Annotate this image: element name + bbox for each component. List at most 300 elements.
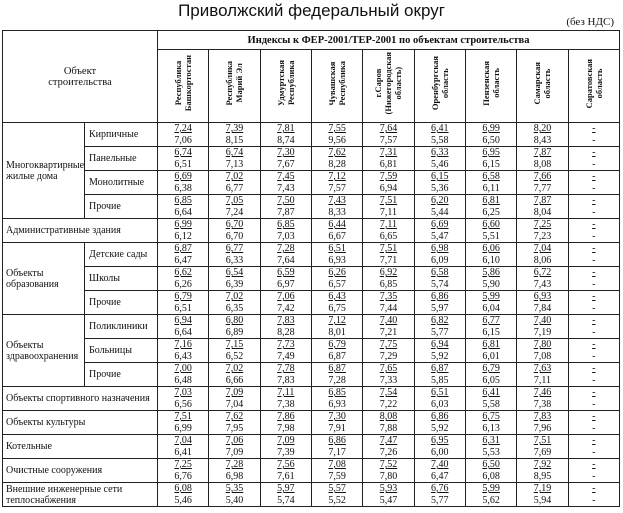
index-value-top: 7,06 <box>277 291 295 302</box>
index-value-bottom: 5,97 <box>431 302 449 314</box>
index-cell <box>311 459 362 483</box>
index-value-bottom: 7,08 <box>533 350 552 362</box>
index-value-bottom: 8,43 <box>533 134 552 146</box>
index-value-top: - <box>592 411 596 422</box>
index-value-bottom: 5,62 <box>482 494 500 506</box>
index-value-top: 7,50 <box>277 195 295 206</box>
index-value-bottom: 5,74 <box>431 278 449 290</box>
index-value-bottom: 7,95 <box>225 422 244 434</box>
index-value-top: 6,41 <box>482 387 500 398</box>
index-value-bottom: 5,53 <box>482 446 500 458</box>
index-value-bottom: 6,43 <box>174 350 192 362</box>
index-value-bottom: 6,39 <box>225 278 244 290</box>
index-value-top: 7,24 <box>174 123 192 134</box>
index-value-bottom: 6,11 <box>482 182 500 194</box>
region-label: Чувашская Республика <box>327 61 348 106</box>
index-value-bottom: 6,35 <box>225 302 244 314</box>
index-cell <box>465 171 516 195</box>
index-value-bottom: 7,67 <box>277 158 295 170</box>
table-row <box>3 315 620 339</box>
index-value-bottom: 6,47 <box>174 254 192 266</box>
index-cell <box>158 267 209 291</box>
index-cell <box>260 387 311 411</box>
index-header: Индексы к ФЕР-2001/ТЕР-2001 по объектам строительства <box>158 31 620 50</box>
index-value-top: 6,80 <box>225 315 244 326</box>
index-cell <box>414 483 465 507</box>
region-header <box>260 50 311 123</box>
index-value-bottom: 7,49 <box>277 350 295 362</box>
index-cell <box>517 435 568 459</box>
index-cell <box>260 123 311 147</box>
page-title: Приволжский федеральный округ <box>178 1 445 20</box>
index-value-top: 6,94 <box>431 339 449 350</box>
index-value-top: 6,58 <box>431 267 449 278</box>
object-category: Очистные сооружения <box>3 459 158 483</box>
index-value-bottom: 7,28 <box>328 374 346 386</box>
index-cell <box>311 243 362 267</box>
index-value-bottom: - <box>592 350 596 362</box>
index-cell <box>465 219 516 243</box>
index-cell <box>465 291 516 315</box>
index-value-bottom: 6,08 <box>482 470 500 482</box>
index-cell <box>568 123 619 147</box>
index-cell <box>414 243 465 267</box>
index-value-bottom: 6,81 <box>379 158 398 170</box>
index-value-bottom: 6,85 <box>379 278 398 290</box>
index-value-bottom: 6,89 <box>225 326 244 338</box>
index-value-bottom: 7,88 <box>379 422 398 434</box>
index-cell <box>260 195 311 219</box>
index-cell <box>260 363 311 387</box>
index-value-bottom: 8,33 <box>328 206 346 218</box>
index-value-bottom: 6,03 <box>431 398 449 410</box>
region-header <box>311 50 362 123</box>
region-label: Республика Башкортостан <box>173 55 194 112</box>
index-cell <box>414 459 465 483</box>
index-value-bottom: 5,46 <box>431 158 449 170</box>
index-cell <box>465 267 516 291</box>
index-cell <box>517 459 568 483</box>
index-value-bottom: 7,59 <box>328 470 346 482</box>
index-value-top: 6,87 <box>431 363 449 374</box>
index-cell <box>465 243 516 267</box>
index-value-top: 7,92 <box>533 459 552 470</box>
index-value-top: 5,35 <box>225 483 244 494</box>
index-value-top: 7,05 <box>225 195 244 206</box>
index-value-bottom: 7,77 <box>533 182 552 194</box>
index-value-top: 7,62 <box>225 411 244 422</box>
index-cell <box>311 339 362 363</box>
table-row <box>3 123 620 147</box>
region-label: Саратовская область <box>583 58 604 109</box>
index-value-top: 5,99 <box>482 483 500 494</box>
region-label: г.Саров (Нижегородская область) <box>373 52 404 115</box>
index-value-top: - <box>592 483 596 494</box>
index-value-top: 7,12 <box>328 171 346 182</box>
index-value-bottom: 5,92 <box>431 422 449 434</box>
region-header <box>517 50 568 123</box>
index-value-bottom: 7,22 <box>379 398 398 410</box>
index-value-bottom: 7,57 <box>328 182 346 194</box>
index-cell <box>209 147 260 171</box>
index-cell <box>363 123 414 147</box>
index-value-top: 6,87 <box>328 363 346 374</box>
index-value-bottom: - <box>592 230 596 242</box>
index-value-top: 7,02 <box>225 291 244 302</box>
index-value-bottom: 7,24 <box>225 206 244 218</box>
index-value-top: - <box>592 363 596 374</box>
index-cell <box>209 315 260 339</box>
index-value-top: 7,80 <box>533 339 552 350</box>
object-subcategory: Монолитные <box>85 171 158 195</box>
index-cell <box>158 459 209 483</box>
index-value-top: 7,64 <box>379 123 398 134</box>
index-value-top: 7,59 <box>379 171 398 182</box>
index-value-top: 5,86 <box>482 267 500 278</box>
index-cell <box>414 387 465 411</box>
object-category: Многоквартирные жилые дома <box>3 123 85 219</box>
index-cell <box>260 435 311 459</box>
index-value-top: 6,82 <box>431 315 449 326</box>
index-value-bottom: 6,12 <box>174 230 192 242</box>
object-category: Объекты здравоохранения <box>3 315 85 387</box>
index-value-top: 6,06 <box>482 243 500 254</box>
index-cell <box>568 435 619 459</box>
index-value-bottom: - <box>592 134 596 146</box>
index-value-top: 6,79 <box>174 291 192 302</box>
index-value-top: 7,28 <box>277 243 295 254</box>
region-label: Пензенская область <box>481 61 502 106</box>
index-value-bottom: 6,13 <box>482 422 500 434</box>
index-value-top: 6,70 <box>225 219 244 230</box>
index-value-top: 7,30 <box>277 147 295 158</box>
index-value-bottom: 5,46 <box>174 494 192 506</box>
index-value-top: 6,31 <box>482 435 500 446</box>
index-value-bottom: 7,11 <box>533 374 552 386</box>
index-cell <box>158 123 209 147</box>
index-value-top: 6,50 <box>482 459 500 470</box>
index-cell <box>363 411 414 435</box>
index-value-bottom: 6,66 <box>225 374 244 386</box>
index-value-top: 5,99 <box>482 291 500 302</box>
index-cell <box>414 123 465 147</box>
index-cell <box>517 267 568 291</box>
index-cell <box>465 339 516 363</box>
index-value-bottom: 6,77 <box>225 182 244 194</box>
index-value-top: 7,15 <box>225 339 244 350</box>
index-cell <box>465 315 516 339</box>
table-row <box>3 267 620 291</box>
index-value-bottom: 7,06 <box>174 134 192 146</box>
index-cell <box>311 219 362 243</box>
index-value-top: 7,66 <box>533 171 552 182</box>
index-value-bottom: 6,70 <box>225 230 244 242</box>
index-value-top: 7,31 <box>379 147 398 158</box>
index-cell <box>311 363 362 387</box>
index-value-bottom: - <box>592 254 596 266</box>
table-row <box>3 339 620 363</box>
region-label: Удмуртская Республика <box>275 60 296 107</box>
index-cell <box>568 315 619 339</box>
index-value-top: 6,77 <box>225 243 244 254</box>
index-value-bottom: 6,15 <box>482 158 500 170</box>
index-cell <box>568 171 619 195</box>
index-value-bottom: 5,58 <box>431 134 449 146</box>
index-cell <box>568 459 619 483</box>
index-value-top: 7,46 <box>533 387 552 398</box>
index-value-top: 6,85 <box>174 195 192 206</box>
index-cell <box>209 267 260 291</box>
index-value-top: 6,62 <box>174 267 192 278</box>
index-value-top: 7,86 <box>277 411 295 422</box>
index-cell <box>209 459 260 483</box>
index-value-top: 6,54 <box>225 267 244 278</box>
object-subcategory: Прочие <box>85 195 158 219</box>
index-cell <box>209 123 260 147</box>
index-cell <box>414 363 465 387</box>
index-value-bottom: 6,51 <box>174 302 192 314</box>
index-value-top: 6,86 <box>328 435 346 446</box>
index-cell <box>209 435 260 459</box>
index-value-bottom: 6,50 <box>482 134 500 146</box>
index-value-bottom: 8,95 <box>533 470 552 482</box>
index-cell <box>260 171 311 195</box>
index-value-top: 6,60 <box>482 219 500 230</box>
index-value-bottom: 7,39 <box>277 446 295 458</box>
index-value-top: 7,30 <box>328 411 346 422</box>
index-value-top: 7,83 <box>277 315 295 326</box>
index-value-top: 6,86 <box>431 291 449 302</box>
index-value-top: - <box>592 291 596 302</box>
index-value-top: - <box>592 339 596 350</box>
index-cell <box>311 483 362 507</box>
index-value-top: 7,45 <box>277 171 295 182</box>
index-cell <box>158 435 209 459</box>
index-cell <box>311 123 362 147</box>
index-value-bottom: - <box>592 278 596 290</box>
index-value-bottom: 6,93 <box>328 398 346 410</box>
index-value-bottom: - <box>592 302 596 314</box>
index-cell <box>311 435 362 459</box>
index-value-top: 6,77 <box>482 315 500 326</box>
index-value-top: 7,16 <box>174 339 192 350</box>
index-value-bottom: 6,51 <box>174 158 192 170</box>
index-value-top: - <box>592 387 596 398</box>
index-value-bottom: - <box>592 326 596 338</box>
index-cell <box>414 195 465 219</box>
index-cell <box>517 147 568 171</box>
index-value-bottom: 6,87 <box>328 350 346 362</box>
index-cell <box>363 267 414 291</box>
index-value-top: 6,94 <box>174 315 192 326</box>
vat-note: (без НДС) <box>566 16 614 28</box>
index-value-top: 8,08 <box>379 411 398 422</box>
index-value-bottom: 7,61 <box>277 470 295 482</box>
index-value-top: 6,81 <box>482 339 500 350</box>
index-value-bottom: - <box>592 398 596 410</box>
index-cell <box>568 339 619 363</box>
index-value-top: 7,04 <box>533 243 552 254</box>
index-cell <box>465 195 516 219</box>
index-value-top: 7,43 <box>328 195 346 206</box>
table-row <box>3 411 620 435</box>
index-value-top: 6,15 <box>431 171 449 182</box>
index-cell <box>311 195 362 219</box>
index-value-bottom: 6,64 <box>174 326 192 338</box>
index-value-bottom: 7,44 <box>379 302 398 314</box>
region-header <box>209 50 260 123</box>
index-value-top: 7,25 <box>174 459 192 470</box>
index-value-bottom: - <box>592 470 596 482</box>
index-value-top: 7,51 <box>174 411 192 422</box>
index-cell <box>568 243 619 267</box>
object-category: Административные здания <box>3 219 158 243</box>
table-row <box>3 291 620 315</box>
index-value-top: 7,47 <box>379 435 398 446</box>
index-value-bottom: 6,41 <box>174 446 192 458</box>
index-value-bottom: - <box>592 158 596 170</box>
index-cell <box>260 243 311 267</box>
index-cell <box>414 435 465 459</box>
index-value-top: 6,75 <box>482 411 500 422</box>
index-value-top: - <box>592 435 596 446</box>
index-cell <box>260 411 311 435</box>
index-cell <box>414 219 465 243</box>
index-value-top: 6,79 <box>328 339 346 350</box>
index-value-top: 7,78 <box>277 363 295 374</box>
index-value-bottom: 8,01 <box>328 326 346 338</box>
index-value-bottom: 6,94 <box>379 182 398 194</box>
region-header <box>465 50 516 123</box>
index-value-bottom: - <box>592 446 596 458</box>
index-cell <box>158 363 209 387</box>
index-cell <box>209 291 260 315</box>
index-value-top: 7,40 <box>431 459 449 470</box>
index-value-bottom: 7,64 <box>277 254 295 266</box>
index-cell <box>209 483 260 507</box>
index-value-top: 7,02 <box>225 171 244 182</box>
index-cell <box>158 171 209 195</box>
index-cell <box>209 363 260 387</box>
index-value-bottom: 6,04 <box>482 302 500 314</box>
index-cell <box>517 291 568 315</box>
object-category: Внешние инженерные сети теплоснабжения <box>3 483 158 507</box>
index-value-top: 6,81 <box>482 195 500 206</box>
index-cell <box>517 339 568 363</box>
region-header <box>363 50 414 123</box>
index-value-top: 7,09 <box>277 435 295 446</box>
index-value-top: 6,99 <box>482 123 500 134</box>
index-value-top: 5,93 <box>379 483 398 494</box>
index-value-top: 6,95 <box>482 147 500 158</box>
index-cell <box>414 291 465 315</box>
index-value-bottom: 8,15 <box>225 134 244 146</box>
index-value-top: 6,59 <box>277 267 295 278</box>
index-cell <box>414 315 465 339</box>
index-value-bottom: 8,74 <box>277 134 295 146</box>
index-value-bottom: 7,29 <box>379 350 398 362</box>
index-cell <box>158 195 209 219</box>
index-value-bottom: 6,98 <box>225 470 244 482</box>
index-cell <box>311 171 362 195</box>
index-value-top: 6,93 <box>533 291 552 302</box>
index-value-bottom: 6,99 <box>174 422 192 434</box>
index-cell <box>209 171 260 195</box>
index-value-top: - <box>592 243 596 254</box>
table-row <box>3 243 620 267</box>
index-value-bottom: 8,06 <box>533 254 552 266</box>
index-cell <box>209 243 260 267</box>
index-value-bottom: 7,38 <box>533 398 552 410</box>
index-value-bottom: 7,21 <box>379 326 398 338</box>
index-value-bottom: 7,57 <box>379 134 398 146</box>
index-cell <box>465 147 516 171</box>
table-row <box>3 459 620 483</box>
index-cell <box>568 195 619 219</box>
object-category: Котельные <box>3 435 158 459</box>
table-row <box>3 363 620 387</box>
index-value-bottom: 6,57 <box>328 278 346 290</box>
index-value-top: 7,39 <box>225 123 244 134</box>
index-value-top: 7,04 <box>174 435 192 446</box>
index-value-top: 6,92 <box>379 267 398 278</box>
index-cell <box>568 267 619 291</box>
index-cell <box>568 483 619 507</box>
index-value-bottom: 7,33 <box>379 374 398 386</box>
index-value-top: 7,09 <box>225 387 244 398</box>
object-category: Объекты спортивного назначения <box>3 387 158 411</box>
index-value-top: 7,75 <box>379 339 398 350</box>
index-value-bottom: 5,47 <box>379 494 398 506</box>
index-value-bottom: 7,38 <box>277 398 295 410</box>
index-value-top: - <box>592 459 596 470</box>
index-value-bottom: 8,28 <box>328 158 346 170</box>
index-value-top: 7,51 <box>533 435 552 446</box>
index-value-bottom: 7,26 <box>379 446 398 458</box>
region-header <box>568 50 619 123</box>
index-value-bottom: 7,71 <box>379 254 398 266</box>
index-cell <box>363 363 414 387</box>
index-cell <box>568 387 619 411</box>
index-value-top: 6,99 <box>174 219 192 230</box>
index-cell <box>260 483 311 507</box>
index-cell <box>260 291 311 315</box>
index-value-bottom: 5,52 <box>328 494 346 506</box>
table-row <box>3 435 620 459</box>
index-cell <box>260 315 311 339</box>
region-label: Республика Марий Эл <box>224 61 245 106</box>
index-value-top: 6,76 <box>431 483 449 494</box>
index-cell <box>209 219 260 243</box>
index-value-top: 7,51 <box>379 195 398 206</box>
index-value-top: 7,35 <box>379 291 398 302</box>
table-row <box>3 195 620 219</box>
index-cell <box>158 411 209 435</box>
table-row <box>3 219 620 243</box>
index-value-bottom: 6,26 <box>174 278 192 290</box>
index-cell <box>517 219 568 243</box>
index-cell <box>465 363 516 387</box>
index-value-top: 6,08 <box>174 483 192 494</box>
index-value-bottom: 6,09 <box>431 254 449 266</box>
region-header <box>414 50 465 123</box>
index-cell <box>311 387 362 411</box>
object-header <box>3 31 158 123</box>
index-value-bottom: 5,36 <box>431 182 449 194</box>
index-value-top: 7,62 <box>328 147 346 158</box>
index-value-top: 6,85 <box>328 387 346 398</box>
index-value-top: 7,40 <box>533 315 552 326</box>
